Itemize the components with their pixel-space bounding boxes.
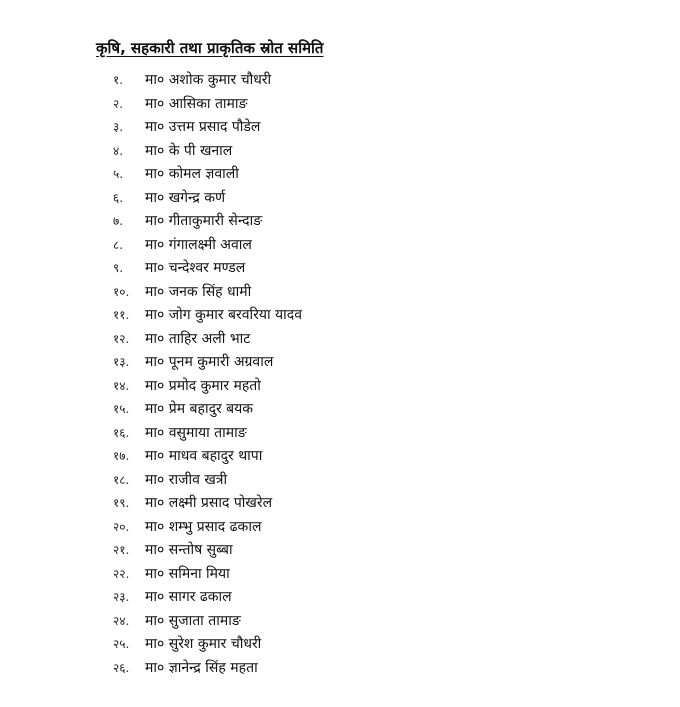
- member-number: ६.: [113, 190, 124, 205]
- list-item: [113, 585, 302, 609]
- member-name: मा० जोग कुमार बरवरिया यादव: [145, 307, 303, 324]
- member-name: मा० आसिका तामाङ: [145, 95, 248, 112]
- list-item: [113, 327, 302, 351]
- member-number: २०.: [113, 519, 130, 534]
- member-list: [113, 68, 302, 679]
- member-name: मा० लक्ष्मी प्रसाद पोखरेल: [145, 495, 273, 512]
- member-number: ४.: [113, 143, 124, 158]
- member-number: १७.: [113, 449, 130, 464]
- member-name: मा० चन्देश्वर मण्डल: [145, 260, 246, 277]
- list-item: [113, 632, 302, 656]
- member-name: मा० शम्भु प्रसाद ढकाल: [145, 518, 262, 535]
- list-item: [113, 139, 302, 163]
- list-item: [113, 162, 302, 186]
- list-item: [113, 209, 302, 233]
- member-number: ७.: [113, 214, 124, 229]
- list-item: [113, 562, 302, 586]
- member-number: १६.: [113, 425, 130, 440]
- list-item: [113, 350, 302, 374]
- member-number: १४.: [113, 378, 130, 393]
- member-number: १.: [113, 73, 124, 88]
- member-name: मा० अशोक कुमार चौधरी: [145, 72, 272, 89]
- member-number: १२.: [113, 331, 130, 346]
- list-item: [113, 468, 302, 492]
- member-number: ३.: [113, 120, 124, 135]
- list-item: [113, 515, 302, 539]
- member-name: मा० सुरेश कुमार चौधरी: [145, 636, 262, 653]
- member-name: मा० प्रमोद कुमार महतो: [145, 377, 261, 394]
- member-name: मा० पूनम कुमारी अग्रवाल: [145, 354, 274, 371]
- member-number: २४.: [113, 613, 130, 628]
- member-name: मा० गंगालक्ष्मी अवाल: [145, 236, 252, 253]
- member-number: १३.: [113, 355, 130, 370]
- list-item: [113, 303, 302, 327]
- list-item: [113, 444, 302, 468]
- member-name: मा० राजीव खत्री: [145, 471, 228, 488]
- member-name: मा० उत्तम प्रसाद पौडेल: [145, 119, 261, 136]
- list-item: [113, 421, 302, 445]
- member-number: १५.: [113, 402, 130, 417]
- member-name: मा० ज्ञानेन्द्र सिंह महता: [145, 659, 258, 676]
- member-number: १९.: [113, 496, 130, 511]
- member-name: मा० ताहिर अली भाट: [145, 330, 251, 347]
- member-number: १०.: [113, 284, 130, 299]
- member-name: मा० जनक सिंह धामी: [145, 283, 252, 300]
- member-name: मा० माधव बहादुर थापा: [145, 448, 263, 465]
- member-name: मा० वसुमाया तामाङ: [145, 424, 247, 441]
- member-number: २१.: [113, 543, 130, 558]
- member-name: मा० खगेन्द्र कर्ण: [145, 189, 226, 206]
- list-item: [113, 609, 302, 633]
- list-item: [113, 656, 302, 680]
- member-name: मा० गीताकुमारी सेन्दाङ: [145, 213, 263, 230]
- list-item: [113, 397, 302, 421]
- list-item: [113, 233, 302, 257]
- member-number: ८.: [113, 237, 124, 252]
- member-number: २५.: [113, 637, 130, 652]
- member-name: मा० सन्तोष सुब्बा: [145, 542, 233, 559]
- list-item: [113, 374, 302, 398]
- list-item: [113, 92, 302, 116]
- committee-title: कृषि, सहकारी तथा प्राकृतिक स्रोत समिति: [96, 39, 324, 57]
- member-name: मा० प्रेम बहादुर बयक: [145, 401, 254, 418]
- member-name: मा० समिना मिया: [145, 565, 230, 582]
- list-item: [113, 280, 302, 304]
- member-number: ५.: [113, 167, 124, 182]
- list-item: [113, 538, 302, 562]
- list-item: [113, 68, 302, 92]
- list-item: [113, 491, 302, 515]
- member-number: २.: [113, 96, 124, 111]
- member-number: ११.: [113, 308, 130, 323]
- member-name: मा० सागर ढकाल: [145, 589, 232, 606]
- list-item: [113, 256, 302, 280]
- member-number: २६.: [113, 660, 130, 675]
- member-name: मा० सुजाता तामाङ: [145, 612, 241, 629]
- member-number: २२.: [113, 566, 130, 581]
- member-name: मा० के पी खनाल: [145, 142, 233, 159]
- list-item: [113, 115, 302, 139]
- list-item: [113, 186, 302, 210]
- member-name: मा० कोमल ज्ञवाली: [145, 166, 239, 183]
- member-number: १८.: [113, 472, 130, 487]
- member-number: ९.: [113, 261, 124, 276]
- member-number: २३.: [113, 590, 130, 605]
